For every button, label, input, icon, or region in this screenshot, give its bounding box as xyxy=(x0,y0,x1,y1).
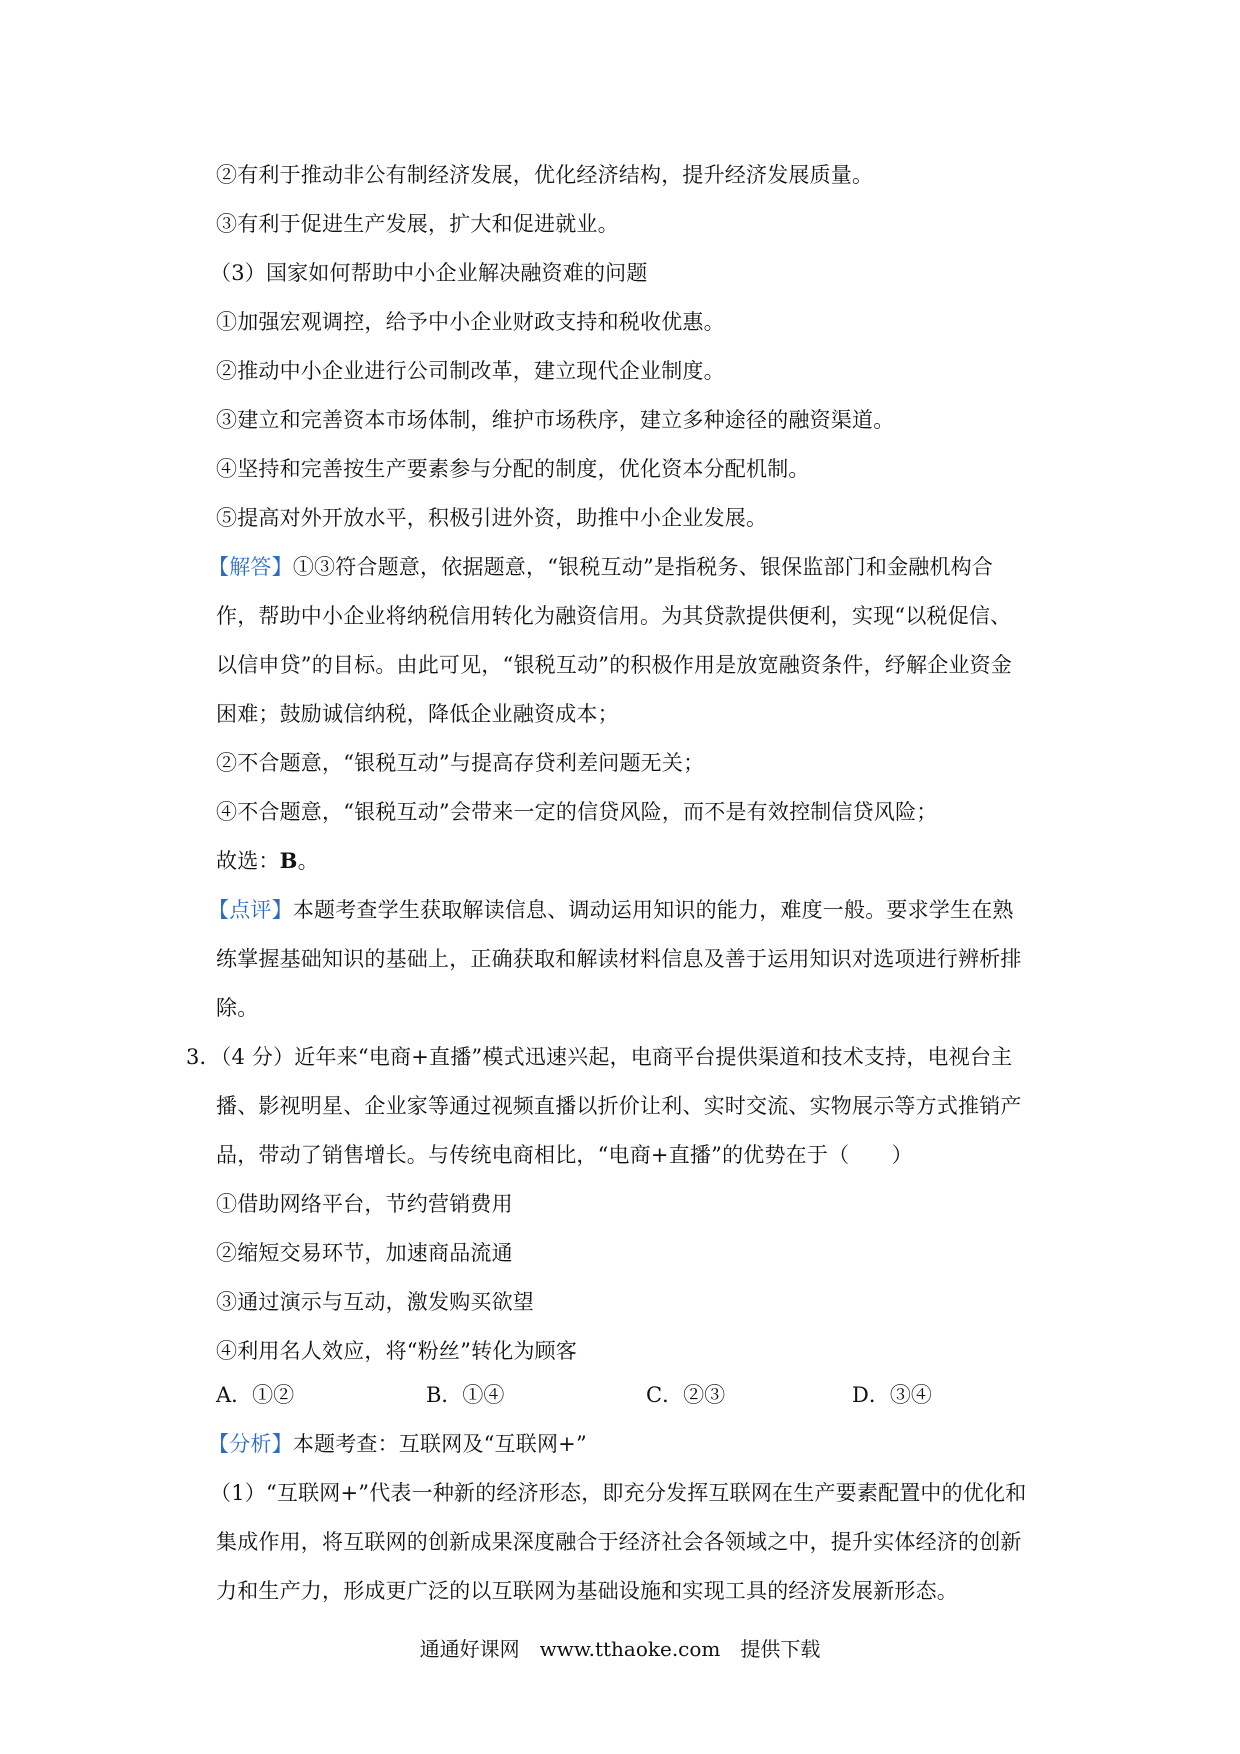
answer-line-3: 以信申贷”的目标。由此可见，“银税互动”的积极作用是放宽融资条件，纾解企业资金 xyxy=(216,653,1013,677)
comment-text-1: 本题考查学生获取解读信息、调动运用知识的能力，难度一般。要求学生在熟 xyxy=(292,898,1014,922)
page-footer: 通通好课网 www.tthaoke.com 提供下载 xyxy=(419,1637,821,1661)
choice-d: D．③④ xyxy=(852,1383,932,1407)
answer-tag: 【解答】 xyxy=(208,555,293,579)
choice-b: B．①④ xyxy=(426,1383,505,1407)
analysis-heading-3: （3）国家如何帮助中小企业解决融资难的问题 xyxy=(210,261,648,285)
question-3-option-2: ②缩短交易环节，加速商品流通 xyxy=(216,1241,513,1265)
analysis-tag: 【分析】 xyxy=(208,1432,293,1456)
question-3-option-4: ④利用名人效应，将“粉丝”转化为顾客 xyxy=(216,1339,578,1363)
comment-line-2: 练掌握基础知识的基础上，正确获取和解读材料信息及善于运用知识对选项进行辨析排 xyxy=(216,947,1022,971)
comment-line-3: 除。 xyxy=(216,996,259,1020)
analysis-line-2: （1）“互联网+”代表一种新的经济形态，即充分发挥互联网在生产要素配置中的优化和 xyxy=(210,1481,1027,1505)
comment-tag: 【点评】 xyxy=(208,898,293,922)
choice-c: C．②③ xyxy=(646,1383,726,1407)
analysis-line-1 xyxy=(208,1429,587,1459)
analysis-text-1: 本题考查：互联网及“互联网+” xyxy=(292,1432,587,1456)
answer-line-5: ②不合题意，“银税互动”与提高存贷利差问题无关； xyxy=(216,751,705,775)
measure-1: ①加强宏观调控，给予中小企业财政支持和税收优惠。 xyxy=(216,310,725,334)
question-3-line-1: 3．（4 分）近年来“电商+直播”模式迅速兴起，电商平台提供渠道和技术支持，电视台主 xyxy=(186,1045,1013,1069)
answer-line-1 xyxy=(208,552,993,582)
measure-4: ④坚持和完善按生产要素参与分配的制度，优化资本分配机制。 xyxy=(216,457,810,481)
question-3-line-2: 播、影视明星、企业家等通过视频直播以折价让利、实时交流、实物展示等方式推销产 xyxy=(216,1094,1022,1118)
measure-5: ⑤提高对外开放水平，积极引进外资，助推中小企业发展。 xyxy=(216,506,768,530)
measure-2: ②推动中小企业进行公司制改革，建立现代企业制度。 xyxy=(216,359,725,383)
analysis-point-3: ③有利于促进生产发展，扩大和促进就业。 xyxy=(216,212,619,236)
comment-line-1 xyxy=(208,895,1014,925)
answer-choose-value: B xyxy=(279,848,298,873)
question-3-choices xyxy=(216,1380,976,1410)
answer-choose xyxy=(216,846,319,876)
measure-3: ③建立和完善资本市场体制，维护市场秩序，建立多种途径的融资渠道。 xyxy=(216,408,895,432)
answer-text-1: ①③符合题意，依据题意，“银税互动”是指税务、银保监部门和金融机构合 xyxy=(292,555,994,579)
question-3-option-1: ①借助网络平台，节约营销费用 xyxy=(216,1192,513,1216)
question-3-line-3: 品，带动了销售增长。与传统电商相比，“电商+直播”的优势在于（ ） xyxy=(216,1143,913,1167)
answer-choose-suffix: 。 xyxy=(297,849,319,873)
analysis-line-4: 力和生产力，形成更广泛的以互联网为基础设施和实现工具的经济发展新形态。 xyxy=(216,1579,958,1603)
analysis-line-3: 集成作用，将互联网的创新成果深度融合于经济社会各领域之中，提升实体经济的创新 xyxy=(216,1530,1022,1554)
question-3-option-3: ③通过演示与互动，激发购买欲望 xyxy=(216,1290,534,1314)
answer-line-4: 困难；鼓励诚信纳税，降低企业融资成本； xyxy=(216,702,619,726)
answer-choose-prefix: 故选： xyxy=(216,849,280,873)
answer-line-2: 作，帮助中小企业将纳税信用转化为融资信用。为其贷款提供便利，实现“以税促信、 xyxy=(216,604,1012,628)
analysis-point-2: ②有利于推动非公有制经济发展，优化经济结构，提升经济发展质量。 xyxy=(216,163,874,187)
answer-line-6: ④不合题意，“银税互动”会带来一定的信贷风险，而不是有效控制信贷风险； xyxy=(216,800,938,824)
choice-a: A．①② xyxy=(216,1383,295,1407)
